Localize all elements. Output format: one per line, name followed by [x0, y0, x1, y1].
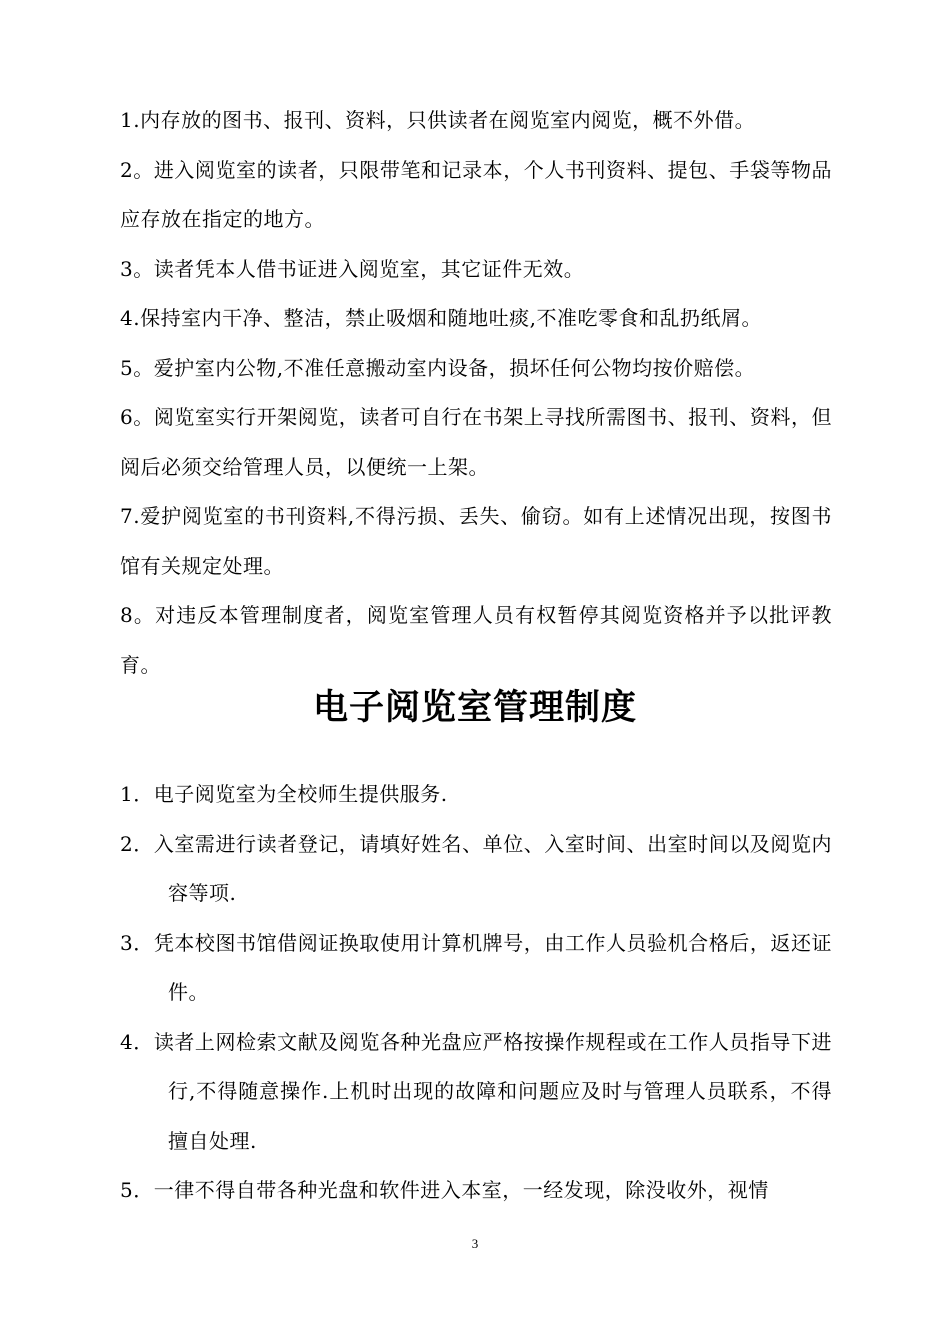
rule-item: 8。对违反本管理制度者，阅览室管理人员有权暂停其阅览资格并予以批评教育。	[120, 603, 832, 677]
rule-item: 3．凭本校图书馆借阅证换取使用计算机牌号，由工作人员验机合格后，返还证件。	[120, 930, 832, 1004]
rule-item: 3。读者凭本人借书证进入阅览室，其它证件无效。	[120, 256, 585, 281]
rule-item: 7.爱护阅览室的书刊资料,不得污损、丢失、偷窃。如有上述情况出现，按图书馆有关规定处理。	[120, 504, 832, 578]
rule-item: 1.内存放的图书、报刊、资料，只供读者在阅览室内阅览，概不外借。	[120, 108, 756, 132]
rule-item: 1．电子阅览室为全校师生提供服务.	[120, 782, 448, 806]
electronic-room-rules	[120, 770, 832, 1216]
rule-item: 5．一律不得自带各种光盘和软件进入本室，一经发现，除没收外，视情	[120, 1178, 769, 1202]
section-title: 电子阅览室管理制度	[312, 688, 637, 728]
rule-item: 4.保持室内干净、整洁，禁止吸烟和随地吐痰,不准吃零食和乱扔纸屑。	[120, 306, 762, 330]
rule-item: 6。阅览室实行开架阅览，读者可自行在书架上寻找所需图书、报刊、资料，但阅后必须交给管理人员，以便统一上架。	[120, 405, 832, 479]
rule-item: 2。进入阅览室的读者，只限带笔和记录本，个人书刊资料、提包、手袋等物品应存放在指定的地方。	[120, 157, 832, 231]
page-number: 3	[471, 1236, 479, 1251]
reading-room-rules	[120, 96, 832, 690]
rule-item: 5。爱护室内公物,不准任意搬动室内设备，损坏任何公物均按价赔偿。	[120, 355, 756, 380]
rule-item: 4．读者上网检索文献及阅览各种光盘应严格按操作规程或在工作人员指导下进行,不得随意操作.上机时出现的故障和问题应及时与管理人员联系，不得擅自处理.	[120, 1029, 832, 1153]
rule-item: 2．入室需进行读者登记，请填好姓名、单位、入室时间、出室时间以及阅览内容等项.	[120, 831, 832, 905]
